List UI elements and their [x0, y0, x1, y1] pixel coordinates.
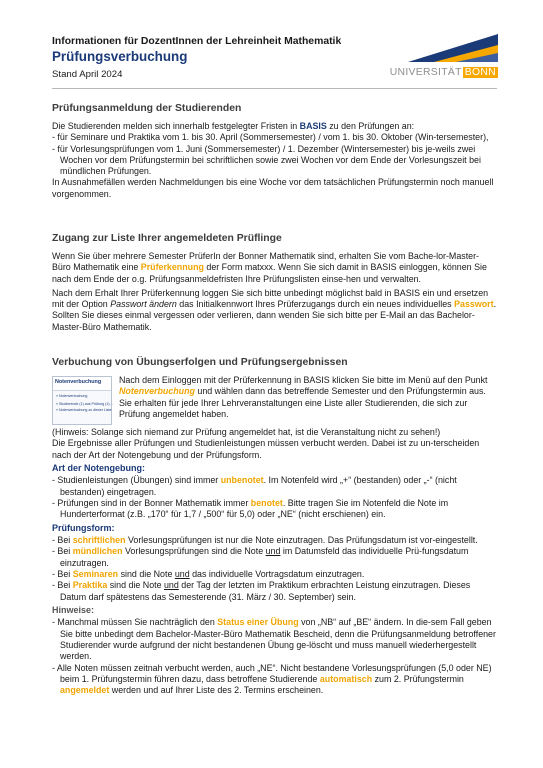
text: . Im Notenfeld wird „+“ (bestanden) oder „-“ (nicht bestanden) eingetragen. [60, 475, 457, 497]
list-item: - für Seminare und Praktika vom 1. bis 30. April (Sommersemester) / vom 1. bis 30. Oktober (Win-tersemester), [52, 132, 489, 143]
list-item [52, 569, 497, 580]
list-item [52, 498, 497, 521]
subheading-grading: Art der Notengebung: [52, 462, 145, 473]
text: - Manchmal müssen Sie nachträglich den [52, 617, 218, 628]
subheading-exam-form: Prüfungsform: [52, 522, 115, 533]
document-page [52, 36, 497, 696]
option-name: Passwort ändern [110, 299, 177, 310]
university-logo [382, 34, 498, 88]
graded-highlight: benotet [250, 497, 283, 508]
text: Nach dem Einloggen mit der Prüferkennung in BASIS klicken Sie bitte im Menü auf den Punkt [119, 375, 488, 385]
paragraph [52, 288, 497, 333]
text: Nach dem Erhalt Ihrer Prüferkennung loggen Sie sich bitte unbedingt möglichst bald in BASIS ein und ersetzen mit der Option [52, 287, 489, 310]
section-registration [52, 102, 497, 200]
thumbnail-item: » Notenverbuchung [56, 394, 88, 398]
list-item: - für Vorlesungsprüfungen vom 1. Juni (Sommersemester) / 1. Dezember (Wintersemester) bis je-weils zwei Wochen vor dem Prüfungstermin bei schriftlichen sowie zwei Wochen vor dem Ende der Vorlesungszeit bei mündlichen Prüfungen. [52, 143, 481, 177]
text: das Initialkennwort Ihres Prüferzugangs durch ein neues individuelles [176, 299, 455, 310]
section-heading: Verbuchung von Übungserfolgen und Prüfungsergebnissen [52, 357, 348, 368]
section-heading: Zugang zur Liste Ihrer angemeldeten Prüflinge [52, 233, 282, 244]
section-examinee-list [52, 232, 497, 333]
paragraph: Die Ergebnisse aller Prüfungen und Studienleistungen müssen verbucht werden. Dabei ist zu un-terscheiden nach der Art der Notengebung und der Prüfungsform. [52, 438, 480, 460]
text: der Tag der letzten im Praktikum erbrachten Leistung einzutragen. Dieses Datum darf spätestens das Semesterende (31. März / 30. September) sein. [60, 580, 471, 602]
document-header [52, 36, 497, 86]
list-item [52, 663, 497, 697]
text: Vorlesungsprüfungen ist nur die Note einzutragen. Das Prüfungsdatum ist vor-eingestellt. [125, 535, 478, 546]
page-title: Prüfungsverbuchung [52, 49, 188, 64]
text: Vorlesungsprüfungen sind die Note [122, 546, 266, 557]
password-highlight: Passwort [454, 299, 494, 310]
header-divider [52, 88, 497, 89]
list-item [52, 475, 497, 498]
logo-word-bonn: BONN [464, 67, 496, 78]
text: im Datumsfeld das individuelle Prü-fungsdatum einzutragen. [60, 546, 469, 568]
oral-highlight: mündlichen [72, 546, 123, 557]
logo-emblem-icon [382, 34, 498, 68]
text: sind die Note [118, 568, 175, 579]
paragraph: In Ausnahmefällen werden Nachmeldungen bis eine Woche vor dem tatsächlichen Prüfungstermin noch manuell vorgenommen. [52, 177, 494, 199]
underlined-text: und [174, 568, 190, 579]
list-item [52, 546, 497, 569]
text: - Bei [52, 546, 73, 557]
list-item [52, 617, 497, 662]
underlined-text: und [164, 580, 179, 591]
section-grade-booking [52, 356, 497, 696]
text: und wählen dann das betreffende Semester und den Prüfungstermin aus. Sie erhalten für jede Ihrer Lehrveranstaltungen eine Liste aller Studierenden, die sich zur Prüfung angemeldet haben. [119, 386, 486, 419]
text: - Bei [52, 535, 73, 546]
text: - Studienleistungen (Übungen) sind immer [52, 475, 221, 486]
paragraph [52, 251, 497, 285]
text: das individuelle Vortragsdatum einzutragen. [189, 568, 365, 579]
text: - Prüfungen sind in der Bonner Mathematik immer [52, 497, 251, 508]
subheading-hints: Hinweise: [52, 604, 95, 615]
exercise-status-highlight: Status einer Übung [217, 617, 299, 628]
note: (Hinweis: Solange sich niemand zur Prüfung angemeldet hat, ist die Veranstaltung nicht zu sehen!) [52, 427, 441, 437]
menu-item-highlight: Notenverbuchung [119, 386, 195, 397]
text: - Alle Noten müssen zeitnah verbucht werden, auch „NE“. Nicht bestandene Vorlesungsprüfungen (5,0 oder NE) beim 1. Prüfungstermin führen dazu, dass betroffene Studierende [52, 662, 492, 684]
ungraded-highlight: unbenotet [220, 475, 264, 486]
text: - Bei [52, 568, 73, 579]
text: . Bitte tragen Sie im Notenfeld die Note im Hunderterformat (z.B. „170“ für 1,7 / „500“ für 5,0) oder „NE“ (nicht erschienen) ein. [60, 497, 449, 520]
seminar-highlight: Seminaren [72, 568, 119, 579]
thumbnail-item: » Studierende (1) aus Prüfung (1) ... [56, 402, 114, 406]
logo-wordmark [390, 67, 498, 78]
list-item [52, 580, 497, 603]
list-item [52, 535, 497, 546]
practical-highlight: Praktika [72, 580, 108, 591]
underlined-text: und [265, 546, 281, 557]
text: von „NB“ auf „BE“ ändern. In die-sem Fall geben Sie bitte unbedingt dem Bachelor-Master-Büro Mathematik Bescheid, denn die Prüfungsanmeldung betroffener Studierender wurde aufgrund der nicht bestandenen Übung ge-löscht und muss manuell wiederhergestellt werden. [60, 617, 496, 662]
text: zu den Prüfungen an: [326, 121, 415, 131]
text: zum 2. Prüfungstermin [372, 673, 464, 684]
thumbnail-item: » Notenverbuchung zu dieser Liste [56, 408, 112, 412]
notenverbuchung-screenshot-thumbnail [52, 376, 112, 425]
section-heading: Prüfungsanmeldung der Studierenden [52, 103, 242, 114]
document-date: Stand April 2024 [52, 69, 123, 80]
text: der Form matxxx. Wenn Sie sich damit in BASIS einloggen, können Sie nach dem Ende der o.g. Prüfungsanmeldefristen Ihre Prüfungslisten einse-hen und verwalten. [52, 262, 487, 284]
text: Wenn Sie über mehrere Semester PrüferIn der Bonner Mathematik sind, erhalten Sie vom Bache-lor-Master-Büro Mathematik eine [52, 251, 480, 273]
automatic-highlight: automatisch [319, 673, 373, 684]
examiner-id-highlight: Prüferkennung [140, 262, 204, 273]
text: - Bei [52, 580, 73, 591]
written-highlight: schriftlichen [72, 535, 126, 546]
thumbnail-header [53, 377, 111, 391]
text: sind die Note [107, 580, 164, 591]
text: Die Studierenden melden sich innerhalb festgelegter Fristen in [52, 121, 300, 131]
header-superline: Informationen für DozentInnen der Lehreinheit Mathematik [52, 36, 342, 47]
paragraph [52, 121, 497, 132]
text: werden und auf Ihrer Liste des 2. Termins erscheinen. [109, 685, 324, 696]
basis-highlight: BASIS [299, 121, 327, 131]
logo-word-university: UNIVERSITÄT [389, 67, 462, 78]
paragraph [52, 375, 497, 420]
registered-highlight: angemeldet [60, 685, 110, 696]
text: . Sollten Sie dieses einmal vergessen oder verlieren, dann wenden Sie sich bitte per E-Mail an das Bachelor-Master-Büro Mathematik. [52, 299, 497, 332]
thumbnail-title: Notenverbuchung [55, 379, 102, 385]
